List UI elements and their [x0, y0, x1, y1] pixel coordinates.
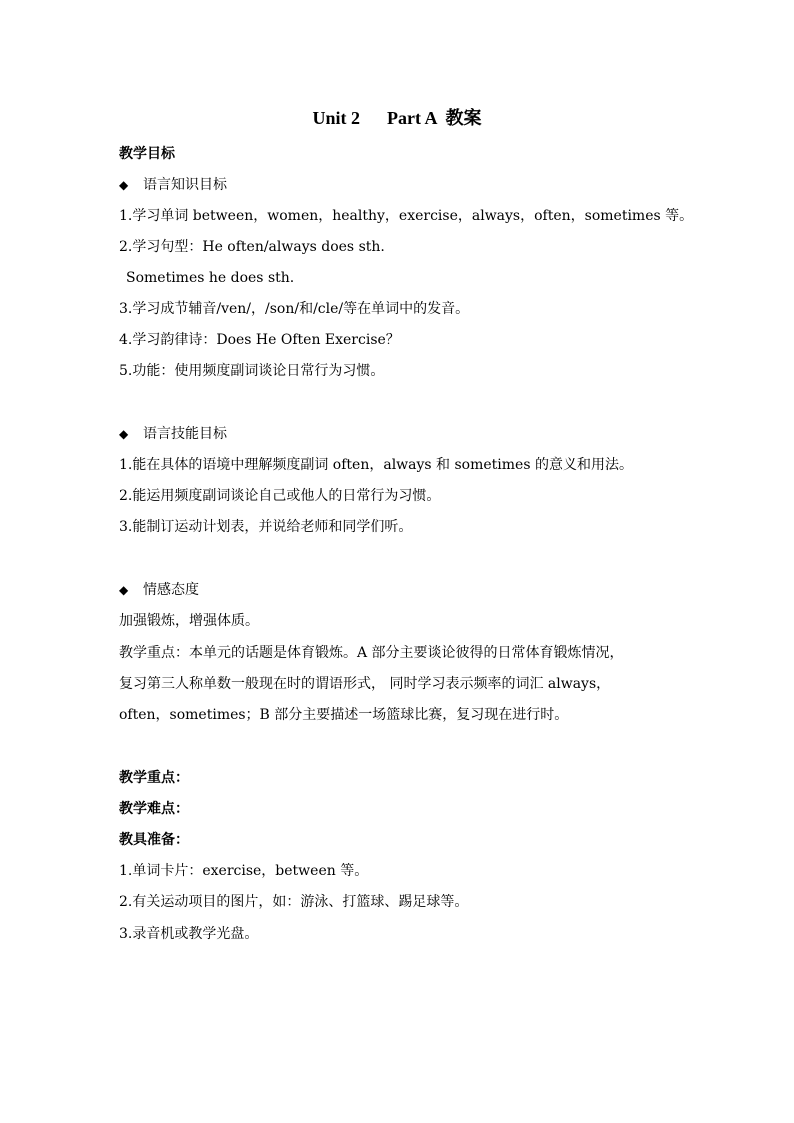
language-knowledge-heading-text: 语言知识目标: [143, 177, 227, 193]
knowledge-item-1: 1.学习单词 between，women，healthy，exercise，always，often，sometimes 等。: [119, 208, 694, 224]
page-title: Unit 2 Part A 教案: [312, 108, 482, 128]
key-points-heading: 教学重点：: [119, 770, 189, 786]
language-skills-heading-text: 语言技能目标: [143, 426, 227, 442]
language-knowledge-heading: [119, 175, 227, 195]
skills-item-3: 3.能制订运动计划表，并说给老师和同学们听。: [119, 519, 413, 535]
materials-item-3: 3.录音机或教学光盘。: [119, 926, 259, 942]
materials-item-1: 1.单词卡片：exercise，between 等。: [119, 863, 369, 879]
skills-item-1: 1.能在具体的语境中理解频度副词 often，always 和 sometimes 的意义和用法。: [119, 457, 633, 473]
attitude-item-3: 复习第三人称单数一般现在时的谓语形式， 同时学习表示频率的词汇 always，: [119, 676, 611, 692]
attitude-heading: [119, 580, 199, 600]
knowledge-item-4: 4.学习韵律诗：Does He Often Exercise？: [119, 332, 400, 348]
diamond-bullet-icon: ◆: [119, 178, 129, 192]
knowledge-item-2-continued: Sometimes he does sth.: [126, 270, 295, 286]
knowledge-item-5: 5.功能：使用频度副词谈论日常行为习惯。: [119, 363, 385, 379]
attitude-item-1: 加强锻炼，增强体质。: [119, 613, 259, 629]
attitude-item-4: often，sometimes；B 部分主要描述一场篮球比赛，复习现在进行时。: [119, 707, 569, 723]
knowledge-item-3: 3.学习成节辅音/ven/，/son/和/cle/等在单词中的发音。: [119, 301, 470, 317]
skills-item-2: 2.能运用频度副词谈论自己或他人的日常行为习惯。: [119, 488, 441, 504]
goals-heading: 教学目标: [119, 146, 175, 162]
materials-item-2: 2.有关运动项目的图片，如：游泳、打篮球、踢足球等。: [119, 894, 469, 910]
attitude-heading-text: 情感态度: [143, 582, 199, 598]
difficult-points-heading: 教学难点：: [119, 801, 189, 817]
diamond-bullet-icon: ◆: [119, 427, 129, 441]
diamond-bullet-icon: ◆: [119, 583, 129, 597]
materials-heading: 教具准备：: [119, 832, 189, 848]
attitude-item-2: 教学重点：本单元的话题是体育锻炼。A 部分主要谈论彼得的日常体育锻炼情况，: [119, 645, 624, 661]
knowledge-item-2: 2.学习句型：He often/always does sth.: [119, 239, 385, 255]
language-skills-heading: [119, 424, 227, 444]
